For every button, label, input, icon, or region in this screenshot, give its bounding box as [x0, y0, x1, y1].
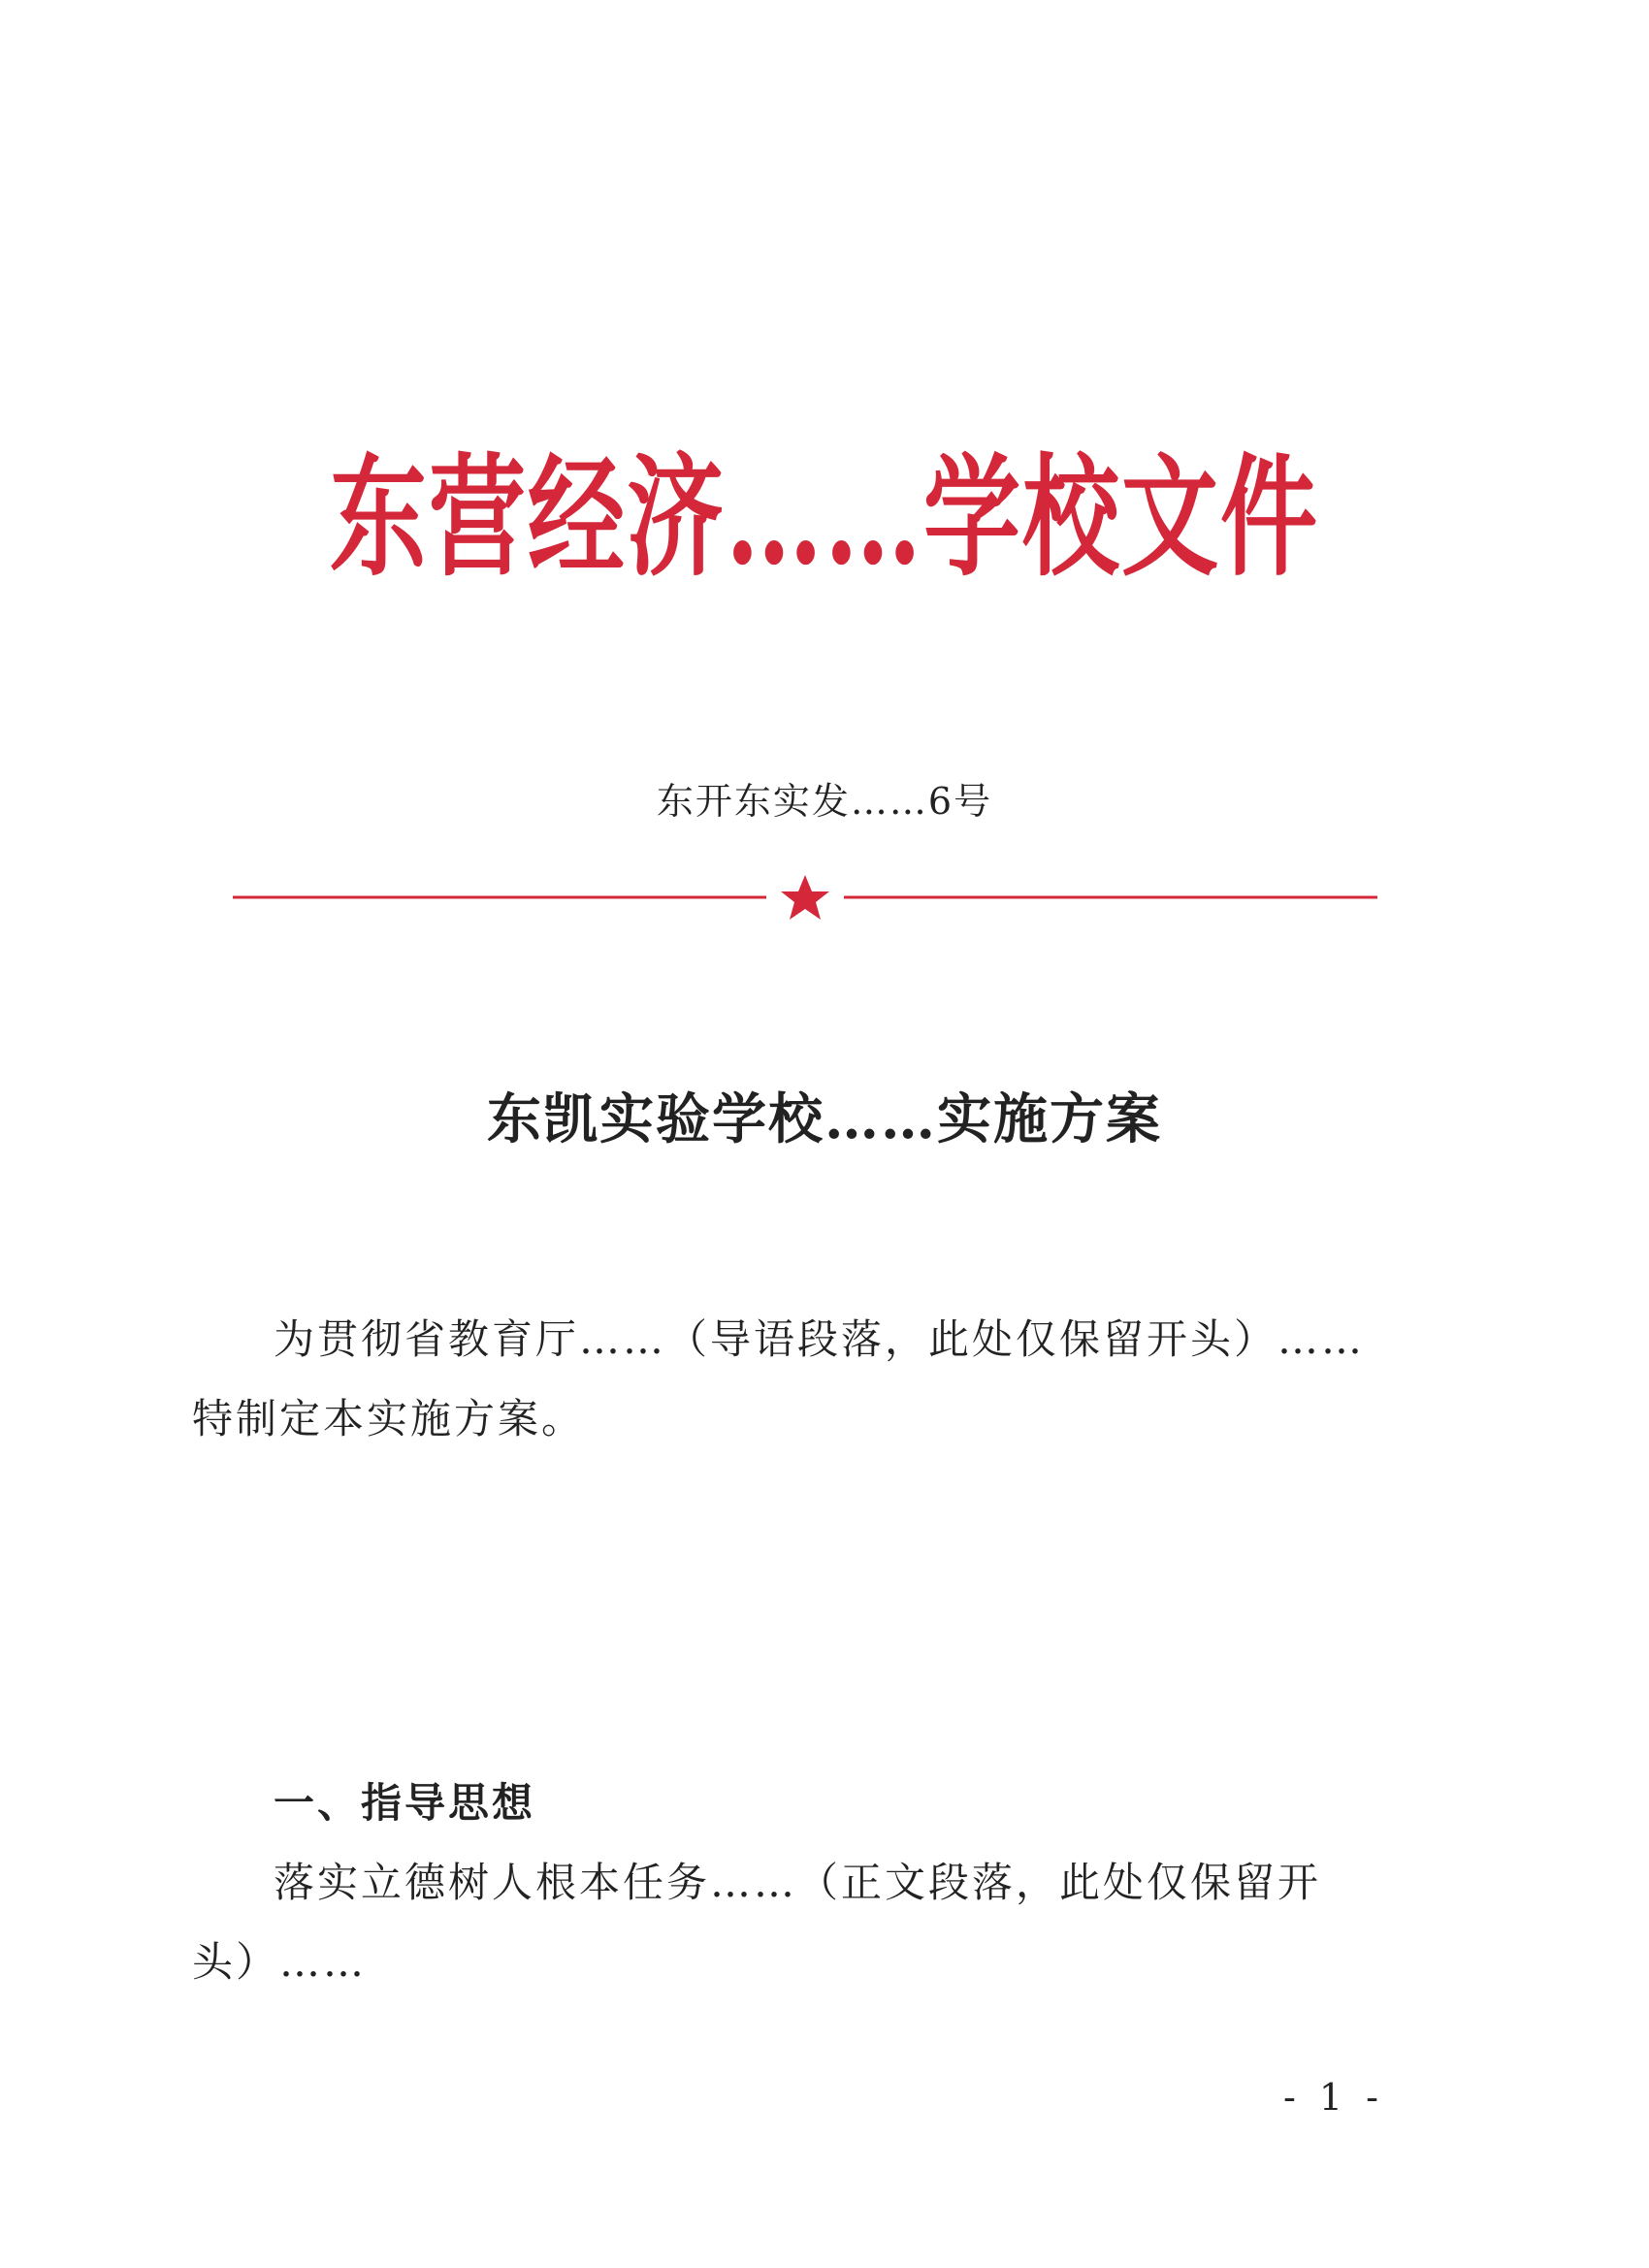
document-number: 东开东实发……6号	[656, 780, 993, 823]
document-title: 东凯实验学校……实施方案	[487, 1087, 1162, 1151]
page-number: - 1 -	[1282, 2076, 1384, 2119]
section-body-paragraph: 落实立德树人根本任务……（正文段落，此处仅保留开头）……	[192, 1859, 1322, 1986]
intro-paragraph: 为贯彻省教育厅……（导语段落，此处仅保留开头）……特制定本实施方案。	[192, 1315, 1366, 1442]
divider-graphic	[233, 873, 1377, 922]
red-masthead-title: 东营经济……学校文件	[330, 439, 1319, 595]
section-heading: 一、指导思想	[274, 1779, 536, 1827]
red-divider	[233, 873, 1377, 922]
star-icon	[781, 875, 829, 920]
